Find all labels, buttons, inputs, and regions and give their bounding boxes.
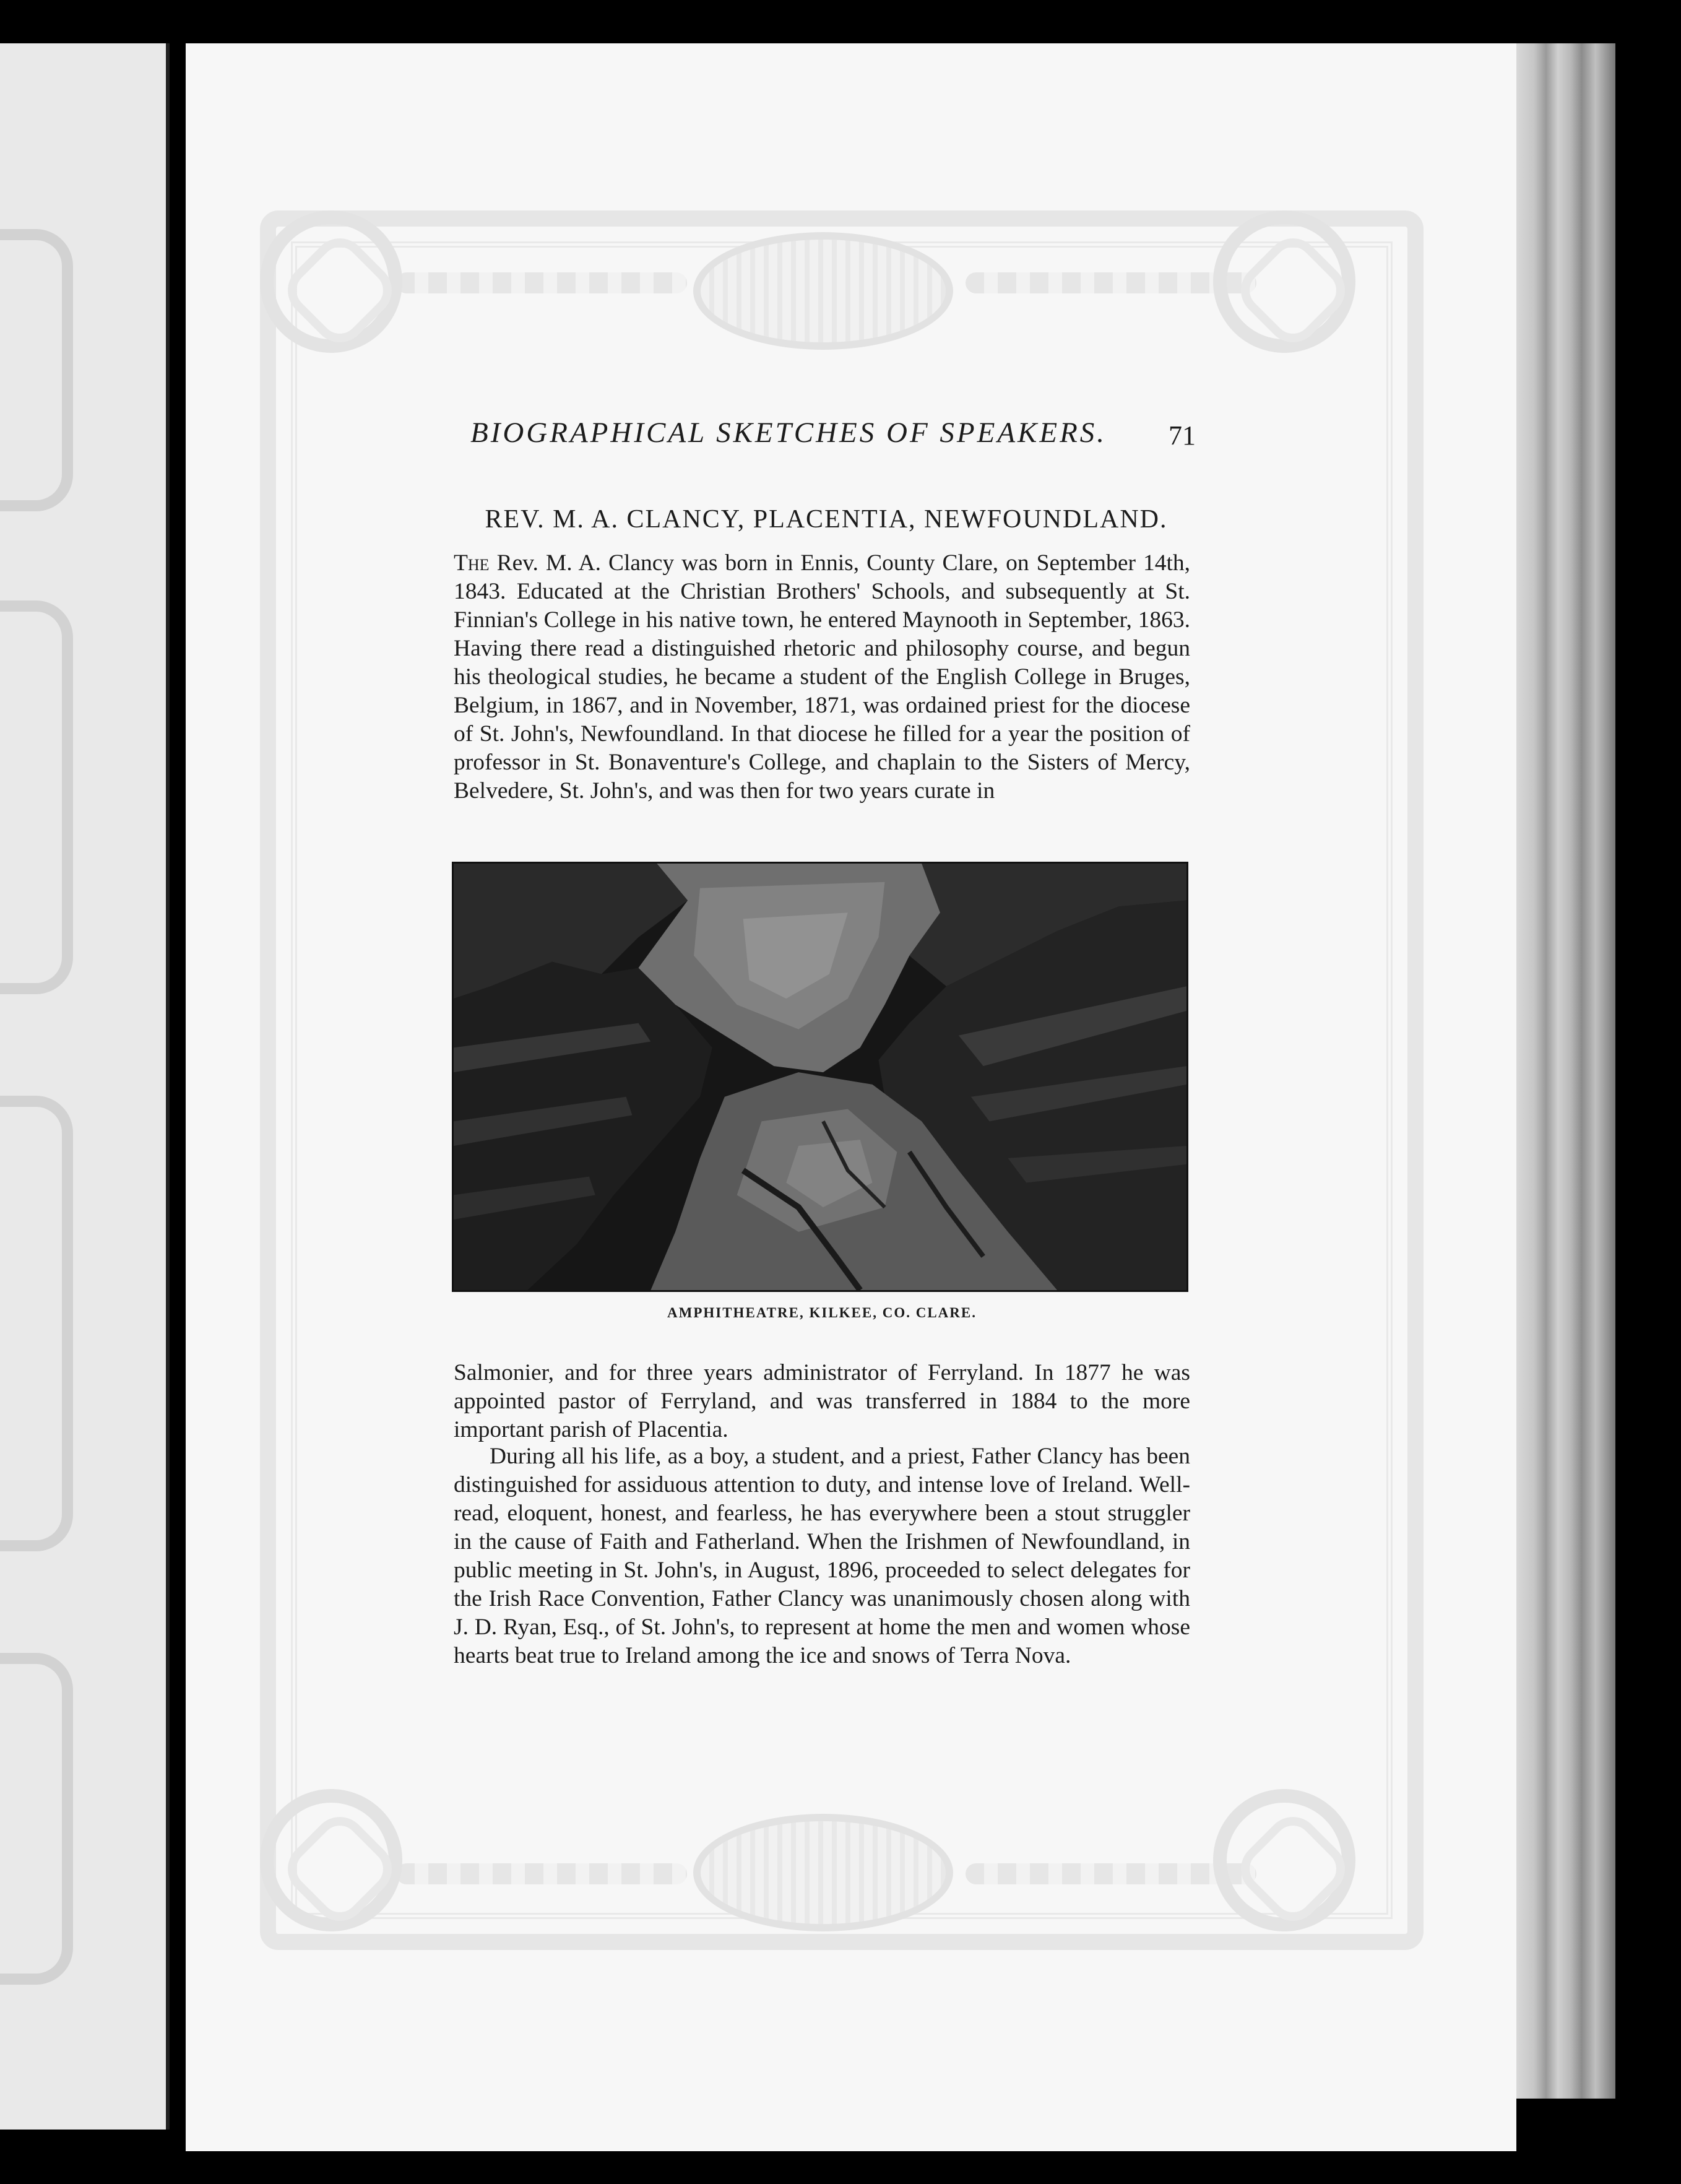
paragraph-text: Rev. M. A. Clancy was born in Ennis, County Clare, on September 14th, 1843. Educated at the Christian Brothers' Schools, and subsequently at St. Finnian's College in his native town, he entered Maynooth in September, 1863. Having there read a distinguished rhetoric and philosophy course, and begun his theological studies, he became a student of the English College in Bruges, Belgium, in 1867, and in November, 1871, was ordained priest for the diocese of St. John's, Newfoundland. In that diocese he filled for a year the position of professor in St. Bonaventure's College, and chaplain to the Sisters of Mercy, Belvedere, St. John's, and was then for two years curate in: [454, 550, 1190, 804]
photo-caption: AMPHITHEATRE, KILKEE, CO. CLARE.: [667, 1305, 977, 1320]
footer-vignette-engraving: [693, 1814, 953, 1931]
corner-knot-ornament: [1213, 210, 1355, 353]
left-page-ornament: [0, 600, 73, 994]
corner-knot-ornament: [260, 1789, 402, 1931]
left-page-ornament: [0, 229, 73, 511]
page-number: 71: [1169, 420, 1196, 451]
left-facing-page: [0, 43, 170, 2130]
running-head: BIOGRAPHICAL SKETCHES OF SPEAKERS.: [470, 417, 1107, 449]
body-paragraph: During all his life, as a boy, a student, and a priest, Father Clancy has been distinguished for assiduous attention to duty, and intense love of Ireland. Well-read, eloquent, honest, and fearless, he has everywhere been a stout struggler in the cause of Faith and Fatherland. When the Irishmen of Newfoundland, in public meeting in St. John's, in August, 1896, proceeded to select delegates for the Irish Race Convention, Father Clancy was unanimously chosen along with J. D. Ryan, Esq., of St. John's, to represent at home the men and women whose hearts beat true to Ireland among the ice and snows of Terra Nova.: [454, 1444, 1190, 1668]
border-knotwork-band: [396, 1863, 687, 1884]
body-paragraph: [454, 549, 1190, 805]
left-page-ornament: [0, 1096, 73, 1551]
page-edges: [1516, 43, 1615, 2099]
left-page-ornament: [0, 1653, 73, 1985]
section-title: REV. M. A. CLANCY, PLACENTIA, NEWFOUNDLAND.: [485, 505, 1168, 534]
paragraph-lead-word: The: [454, 550, 490, 576]
header-vignette-engraving: [693, 232, 953, 350]
corner-knot-ornament: [1213, 1789, 1355, 1931]
amphitheatre-kilkee-photo: [452, 862, 1188, 1292]
border-knotwork-band: [396, 272, 687, 293]
body-paragraph: Salmonier, and for three years administrator of Ferryland. In 1877 he was appointed pastor of Ferryland, and was transferred in 1884 to the more important parish of Placentia.: [454, 1360, 1190, 1442]
corner-knot-ornament: [260, 210, 402, 353]
